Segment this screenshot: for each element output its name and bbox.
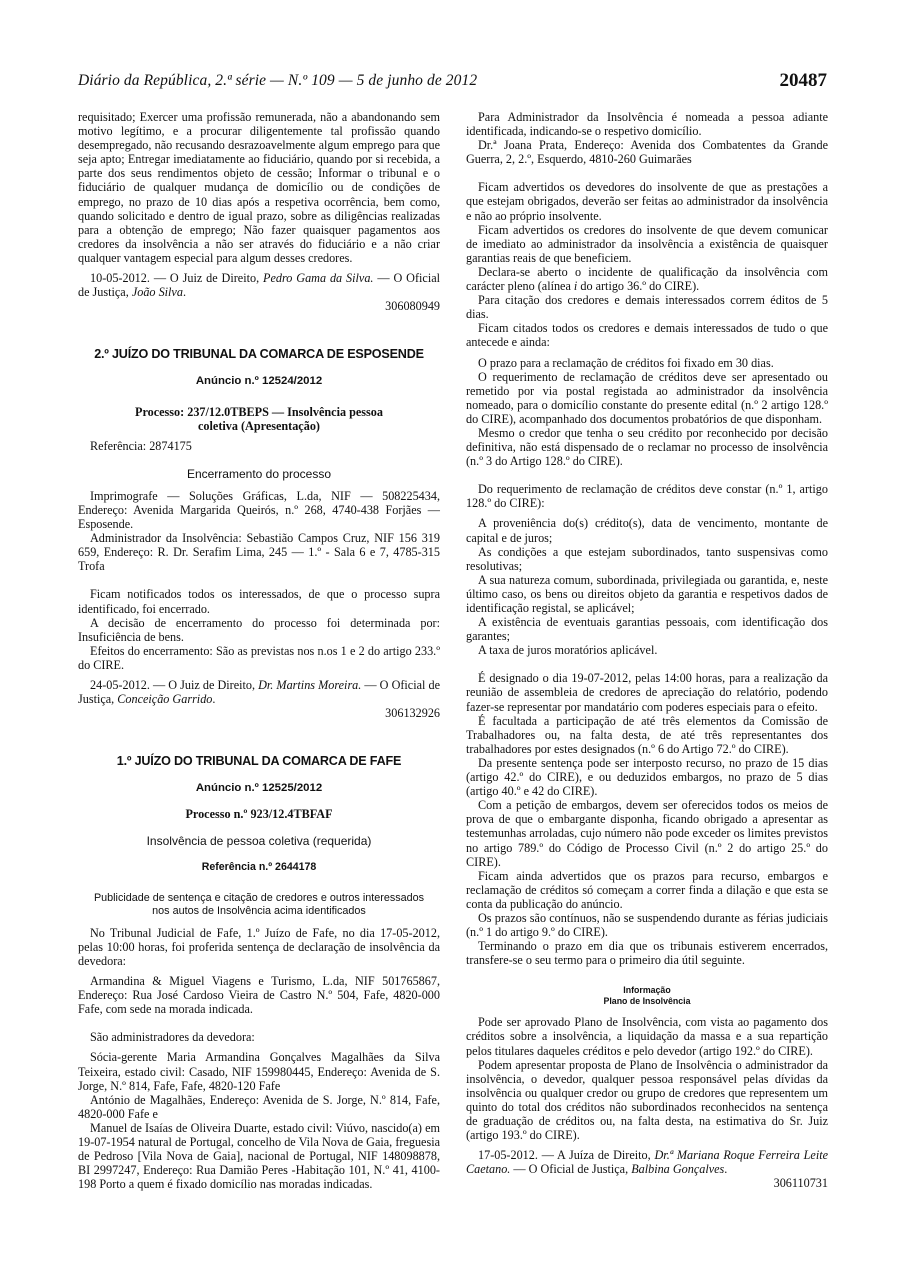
paragraph: Dr.ª Joana Prata, Endereço: Avenida dos Combatentes da Grande Guerra, 2, 2.º, Esquerdo, 4810-260 Guimarães: [466, 138, 828, 167]
reference-number: 306132926: [385, 706, 440, 721]
paragraph: Pode ser aprovado Plano de Insolvência, com vista ao pagamento dos créditos sobre a insolvência, a liquidação da massa e a sua repartição pelos titulares daqueles créditos e pelo devedor (artigo 192.º do CIRE).: [466, 1015, 828, 1058]
reference-line: Referência: 2874175: [90, 438, 192, 453]
paragraph: Os prazos são contínuos, não se suspendendo durante as férias judiciais (n.º 1 do artigo 9.º do CIRE).: [466, 910, 828, 940]
paragraph: O requerimento de reclamação de créditos deve ser apresentado ou remetido por via postal registada ao administrador da insolvência nomeado, para o domicílio constante do presente edital (n.º 2 artigo 128.º do CIRE), acompanhado dos documentos probatórios de que disponham.: [466, 369, 828, 426]
judge-name: Pedro Gama da Silva.: [263, 271, 374, 286]
paragraph: Do requerimento de reclamação de créditos deve constar (n.º 1, artigo 128.º do CIRE):: [466, 482, 828, 511]
paragraph: A taxa de juros moratórios aplicável.: [478, 643, 658, 658]
signature-line: 17-05-2012. — A Juíza de Direito, Dr.ª Mariana Roque Ferreira Leite Caetano. — O Oficial de Justiça, Balbina Gonçalves.: [466, 1148, 828, 1177]
signature-line: 24-05-2012. — O Juiz de Direito, Dr. Martins Moreira. — O Oficial de Justiça, Conceição Garrido.: [78, 678, 440, 707]
paragraph: Efeitos do encerramento: São as previstas nos n.os 1 e 2 do artigo 233.º do CIRE.: [78, 643, 440, 672]
paragraph: Administrador da Insolvência: Sebastião Campos Cruz, NIF 156 319 659, Endereço: R. Dr. Serafim Lima, 245 — 1.º - Sala 6 e 7, 4785-315 Trofa: [78, 531, 440, 574]
subsection-title: Insolvência de pessoa coletiva (requerida): [146, 833, 372, 848]
paragraph: A decisão de encerramento do processo foi determinada por: Insuficiência de bens.: [78, 615, 440, 644]
info-subtitle: Plano de Insolvência: [603, 996, 691, 1007]
right-column: [466, 110, 828, 1190]
page-header: [78, 72, 827, 96]
paragraph: A existência de eventuais garantias pessoais, com identificação dos garantes;: [466, 615, 828, 644]
paragraph: Terminando o prazo em dia que os tribunais estiverem encerrados, transfere-se o seu termo para o primeiro dia útil seguinte.: [466, 939, 828, 968]
paragraph: Manuel de Isaías de Oliveira Duarte, estado civil: Viúvo, nascido(a) em 19-07-1954 natural de Portugal, concelho de Vila Nova de Gaia, freguesia de Pedroso [Vila Nova de Gaia], nacional de Portugal, NIF 148098878, BI 2997247, Endereço: Rua Damião Peres -Habitação 101, N.º 41, 4100-198 Porto a quem é fixado domicílio nas moradas indicadas.: [78, 1120, 440, 1192]
paragraph: Ficam advertidos os credores do insolvente de que devem comunicar de imediato ao administrador da insolvência a existência de quaisquer garantias reais de que beneficiem.: [466, 222, 828, 265]
paragraph: A sua natureza comum, subordinada, privilegiada ou garantida, e, neste último caso, os bens ou direitos objeto da garantia e respetivos dados de identificação registal, se aplicável;: [466, 572, 828, 615]
paragraph: António de Magalhães, Endereço: Avenida de S. Jorge, N.º 814, Fafe, 4820-000 Fafe e: [78, 1092, 440, 1121]
reference-line: Referência n.º 2644178: [201, 860, 317, 873]
info-title: Informação: [623, 985, 671, 996]
official-name: João Silva: [131, 285, 183, 300]
page-number: 20487: [779, 70, 827, 91]
reference-number: 306080949: [385, 299, 440, 314]
paragraph: Com a petição de embargos, devem ser oferecidos todos os meios de prova de que o embargante disponha, ficando obrigado a apresentar as testemunhas arroladas, cujo número não pode exceder os limites previstos no artigo 789.º do Código de Processo Civil (n.º 2 do artigo 25.º do CIRE).: [466, 798, 828, 869]
journal-title: Diário da República, 2.ª série — N.º 109 — 5 de junho de 2012: [78, 72, 478, 89]
announcement-number: Anúncio n.º 12524/2012: [195, 375, 323, 388]
announcement-number: Anúncio n.º 12525/2012: [195, 782, 323, 795]
paragraph: As condições a que estejam subordinados, tanto suspensivas como resolutivas;: [466, 544, 828, 573]
official-name: Conceição Garrido: [117, 692, 213, 707]
signature-line: 10-05-2012. — O Juiz de Direito, Pedro Gama da Silva. — O Oficial de Justiça, João Silva.: [78, 271, 441, 300]
paragraph: Ficam ainda advertidos que os prazos para recurso, embargos e reclamação de créditos só começam a correr finda a dilação e que esta se conta da publicação do anúncio.: [466, 868, 828, 911]
paragraph: Da presente sentença pode ser interposto recurso, no prazo de 15 dias (artigo 42.º do CIRE), e ou deduzidos embargos, no prazo de 5 dias (artigo 40.º e 42 do CIRE).: [466, 755, 828, 799]
paragraph: Ficam advertidos os devedores do insolvente de que as prestações a que estejam obrigados, deverão ser feitas ao administrador da insolvência e não ao próprio insolvente.: [466, 180, 828, 223]
paragraph: No Tribunal Judicial de Fafe, 1.º Juízo de Fafe, no dia 17-05-2012, pelas 10:00 horas, foi proferida sentença de declaração de insolvência da devedora:: [78, 925, 440, 968]
paragraph: Para Administrador da Insolvência é nomeada a pessoa adiante identificada, indicando-se o respetivo domicílio.: [466, 110, 828, 139]
paragraph: requisitado; Exercer uma profissão remunerada, não a abandonando sem motivo legítimo, e a procurar diligentemente tal profissão quando desempregado, não recusando desrazoavelmente algum emprego para que seja apto; Entregar imediatamente ao fiduciário, quando por si recebida, a parte dos seus rendimentos objeto de cessão; Informar o tribunal e o fiduciário de qualquer mudança de domicílio ou de condições de emprego, no prazo de 10 dias após a respetiva ocorrência, bem como, quando solicitado e dentro de igual prazo, sobre as diligências realizadas para a obtenção de emprego; Não fazer quaisquer pagamentos aos credores da insolvência a não ser através do fiduciário e a não criar qualquer vantagem especial para algum desses credores.: [78, 110, 440, 265]
paragraph: Ficam citados todos os credores e demais interessados de tudo o que antecede e ainda:: [466, 321, 828, 350]
paragraph: A proveniência do(s) crédito(s), data de vencimento, montante de capital e de juros;: [466, 516, 828, 545]
paragraph: Declara-se aberto o incidente de qualificação da insolvência com carácter pleno (alínea i do artigo 36.º do CIRE).: [466, 264, 828, 294]
paragraph: Armandina & Miguel Viagens e Turismo, L.da, NIF 501765867, Endereço: Rua José Cardoso Vieira de Castro N.º 504, Fafe, 4820-000 Fafe, com sede na morada indicada.: [78, 974, 440, 1017]
paragraph: Mesmo o credor que tenha o seu crédito por reconhecido por decisão definitiva, não está dispensado de o reclamar no processo de insolvência (n.º 3 do Artigo 128.º do CIRE).: [466, 425, 828, 469]
paragraph: Para citação dos credores e demais interessados correm éditos de 5 dias.: [466, 293, 828, 322]
paragraph: É designado o dia 19-07-2012, pelas 14:00 horas, para a realização da reunião de assembleia de credores de apreciação do relatório, podendo fazer-se representar por mandatário com poderes especiais para o efeito.: [466, 671, 828, 714]
paragraph: Sócia-gerente Maria Armandina Gonçalves Magalhães da Silva Teixeira, estado civil: Casado, NIF 159980445, Endereço: Avenida de S. Jorge, N.º 814, Fafe, Fafe, 4820-120 Fafe: [78, 1050, 440, 1093]
process-title: Processo n.º 923/12.4TBFAF: [185, 807, 333, 822]
paragraph: Podem apresentar proposta de Plano de Insolvência o administrador da insolvência, o devedor, qualquer pessoa responsável pelas dívidas da insolvência ou qualquer credor ou grupo de credores que representem um quinto do total dos créditos não subordinados reconhecidos na sentença de graduação de créditos ou, na falta desta, na estimativa do Sr. Juiz (artigo 193.º do CIRE).: [466, 1057, 828, 1143]
paragraph: São administradores da devedora:: [90, 1030, 255, 1045]
left-column: [78, 110, 440, 1191]
section-title: 2.º JUÍZO DO TRIBUNAL DA COMARCA DE ESPOSENDE: [94, 347, 424, 362]
paragraph: Ficam notificados todos os interessados, de que o processo supra identificado, foi encerrado.: [78, 587, 440, 616]
process-title: Processo: 237/12.0TBEPS — Insolvência pessoa coletiva (Apresentação): [135, 404, 383, 433]
paragraph: Imprimografe — Soluções Gráficas, L.da, NIF — 508225434, Endereço: Avenida Margarida Queirós, n.º 268, 4740-438 Forjães — Esposende.: [78, 488, 440, 532]
paragraph: O prazo para a reclamação de créditos foi fixado em 30 dias.: [478, 355, 774, 370]
publicity-title: Publicidade de sentença e citação de credores e outros interessados nos autos de Insolvência acima identificados: [93, 891, 425, 917]
judge-name: Dr.ª Mariana Roque Ferreira Leite Caetano.: [466, 1148, 828, 1177]
reference-number: 306110731: [773, 1176, 828, 1191]
judge-name: Dr. Martins Moreira.: [258, 678, 362, 692]
paragraph: É facultada a participação de até três elementos da Comissão de Trabalhadores ou, na falta desta, de até três representantes dos trabalhadores por estes designados (n.º 6 do Artigo 72.º do CIRE).: [466, 713, 828, 756]
official-name: Balbina Gonçalves: [631, 1162, 725, 1177]
subsection-title: Encerramento do processo: [186, 466, 332, 481]
section-title: 1.º JUÍZO DO TRIBUNAL DA COMARCA DE FAFE: [116, 754, 402, 769]
